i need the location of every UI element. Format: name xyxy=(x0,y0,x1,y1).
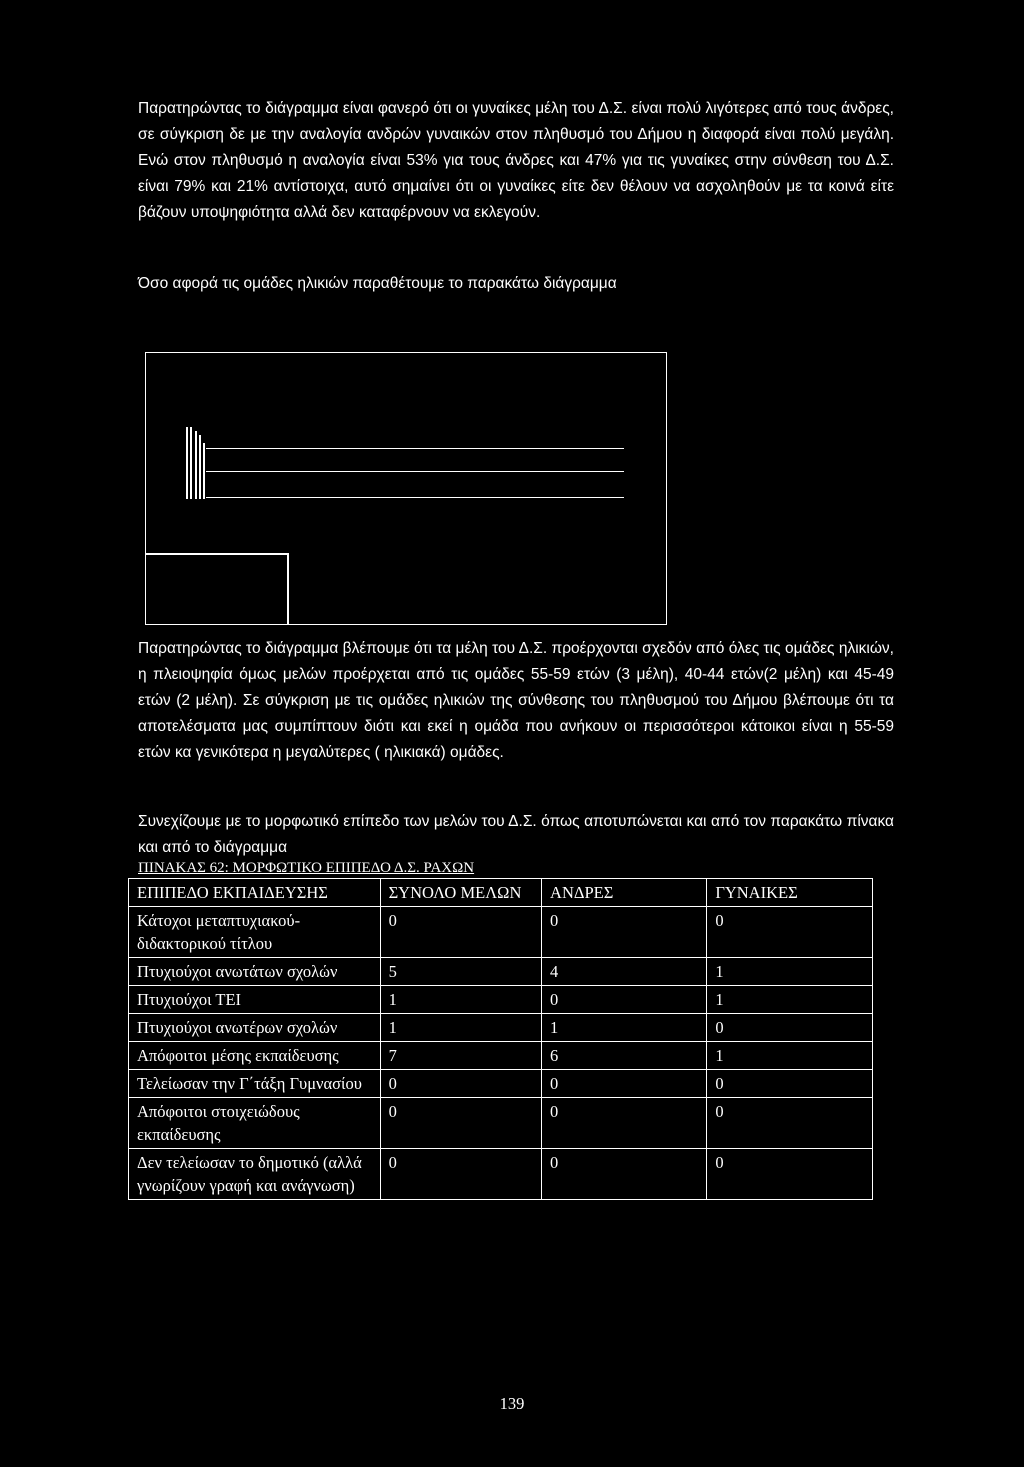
paragraph-age-groups-analysis: Παρατηρώντας το διάγραμμα βλέπουμε ότι τα μέλη του Δ.Σ. προέρχονται σχεδόν από όλες τις ομάδες ηλικιών, η πλειοψηφία όμως μελών προέρχεται από τις ομάδες 55-59 ετών (3 μέλη), 40-44 ετών(2 μέλη) και 45-49 ετών (2 μέλη). Σε σύγκριση με τις ομάδες ηλικιών της σύνθεσης του πληθυσμού του Δήμου βλέπουμε ότι τα αποτελέσματα μας συμπίπτουν διότι και εκεί η ομάδα που ανήκουν οι περισσότεροι κάτοικοι είναι η 55-59 ετών κα γενικότερα η μεγαλύτερες ( ηλικιακά) ομάδες. xyxy=(138,640,894,761)
table-header-row xyxy=(129,879,873,907)
cell-level: Πτυχιούχοι ανωτάτων σχολών xyxy=(129,958,381,986)
cell-level: Πτυχιούχοι ΤΕΙ xyxy=(129,986,381,1014)
cell-total: 1 xyxy=(380,1014,541,1042)
cell-women: 0 xyxy=(707,1014,873,1042)
chart-box-line xyxy=(287,553,289,625)
cell-men: 0 xyxy=(542,986,707,1014)
cell-level: Τελείωσαν την Γ΄τάξη Γυμνασίου xyxy=(129,1070,381,1098)
cell-women: 1 xyxy=(707,1042,873,1070)
cell-total: 0 xyxy=(380,1149,541,1200)
table-row xyxy=(129,958,873,986)
cell-total: 0 xyxy=(380,1098,541,1149)
cell-level: Κάτοχοι μεταπτυχιακού-διδακτορικού τίτλου xyxy=(129,907,381,958)
cell-men: 0 xyxy=(542,1149,707,1200)
table-row xyxy=(129,1014,873,1042)
chart-gridline xyxy=(206,471,624,472)
education-level-table xyxy=(128,878,873,1200)
paragraph-age-groups-intro: Όσο αφορά τις ομάδες ηλικιών παραθέτουμε το παρακάτω διάγραμμα xyxy=(138,275,617,292)
cell-women: 0 xyxy=(707,1070,873,1098)
cell-men: 0 xyxy=(542,1098,707,1149)
paragraph-gender-comparison: Παρατηρώντας το διάγραμμα είναι φανερό ότι οι γυναίκες μέλη του Δ.Σ. είναι πολύ λιγότερες από τους άνδρες, σε σύγκριση δε με την αναλογία ανδρών γυναικών στον πληθυσμό του Δήμου η διαφορά είναι πολύ μεγάλη. Ενώ στον πληθυσμό η αναλογία είναι 53% για τους άνδρες και 47% για τις γυναίκες στην σύνθεση του Δ.Σ. είναι 79% και 21% αντίστοιχα, αυτό σημαίνει ότι οι γυναίκες είτε δεν θέλουν να ασχοληθούν με τα κοινά είτε βάζουν υποψηφιότητα αλλά δεν καταφέρνουν να εκλεγούν. xyxy=(138,100,894,221)
chart-axis-line xyxy=(190,427,192,499)
cell-men: 1 xyxy=(542,1014,707,1042)
cell-women: 1 xyxy=(707,986,873,1014)
cell-level: Δεν τελείωσαν το δημοτικό (αλλά γνωρίζουν γραφή και ανάγνωση) xyxy=(129,1149,381,1200)
cell-men: 4 xyxy=(542,958,707,986)
header-education-level: ΕΠΙΠΕΔΟ ΕΚΠΑΙΔΕΥΣΗΣ xyxy=(129,879,381,907)
chart-box-line xyxy=(146,553,288,555)
header-men: ΑΝΔΡΕΣ xyxy=(542,879,707,907)
cell-total: 7 xyxy=(380,1042,541,1070)
cell-total: 0 xyxy=(380,1070,541,1098)
table-row xyxy=(129,907,873,958)
cell-women: 0 xyxy=(707,907,873,958)
chart-gridline xyxy=(206,448,624,449)
page-number: 139 xyxy=(499,1394,525,1413)
chart-axis-line xyxy=(195,431,197,499)
table-row xyxy=(129,1070,873,1098)
paragraph-education-intro: Συνεχίζουμε με το μορφωτικό επίπεδο των μελών του Δ.Σ. όπως αποτυπώνεται και από τον παρακάτω πίνακα και από το διάγραμμα xyxy=(138,813,894,856)
table-row xyxy=(129,1042,873,1070)
chart-gridline xyxy=(206,497,624,498)
cell-total: 1 xyxy=(380,986,541,1014)
table-row xyxy=(129,986,873,1014)
table-row xyxy=(129,1098,873,1149)
chart-axis-line xyxy=(186,427,188,499)
cell-men: 6 xyxy=(542,1042,707,1070)
cell-level: Πτυχιούχοι ανωτέρων σχολών xyxy=(129,1014,381,1042)
cell-men: 0 xyxy=(542,1070,707,1098)
chart-axis-line xyxy=(199,435,201,499)
table-caption: ΠΙΝΑΚΑΣ 62: ΜΟΡΦΩΤΙΚΟ ΕΠΙΠΕΔΟ Δ.Σ. ΡΑΧΩΝ xyxy=(138,860,475,876)
cell-level: Απόφοιτοι στοιχειώδους εκπαίδευσης xyxy=(129,1098,381,1149)
cell-level: Απόφοιτοι μέσης εκπαίδευσης xyxy=(129,1042,381,1070)
chart-axis-line xyxy=(203,443,205,499)
cell-women: 0 xyxy=(707,1098,873,1149)
cell-total: 0 xyxy=(380,907,541,958)
table-row xyxy=(129,1149,873,1200)
header-women: ΓΥΝΑΙΚΕΣ xyxy=(707,879,873,907)
header-total-members: ΣΥΝΟΛΟ ΜΕΛΩΝ xyxy=(380,879,541,907)
cell-men: 0 xyxy=(542,907,707,958)
cell-total: 5 xyxy=(380,958,541,986)
cell-women: 0 xyxy=(707,1149,873,1200)
cell-women: 1 xyxy=(707,958,873,986)
age-groups-chart xyxy=(145,352,667,625)
